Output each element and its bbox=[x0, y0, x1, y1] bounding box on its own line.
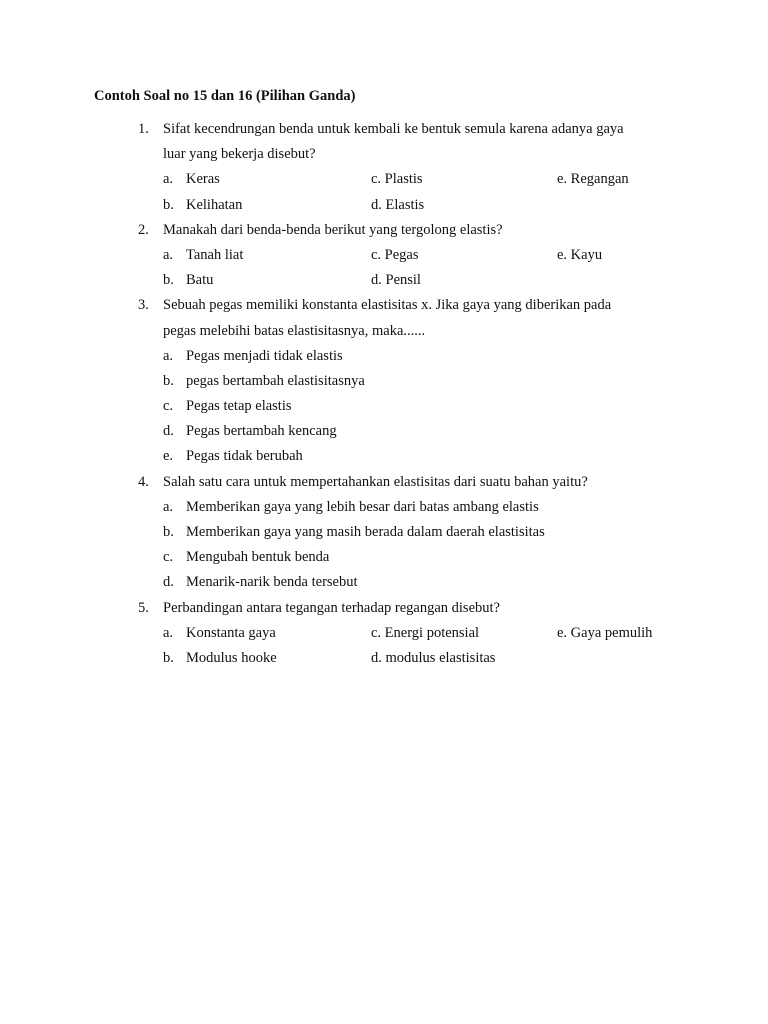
question-text: Manakah dari benda-benda berikut yang tergolong elastis? bbox=[163, 221, 503, 238]
option-letter: b. bbox=[163, 272, 174, 289]
option-row bbox=[0, 167, 768, 192]
option-letter: b. bbox=[163, 649, 174, 666]
option-letter: d. bbox=[163, 574, 174, 591]
question-line bbox=[0, 596, 768, 621]
question-number: 4. bbox=[138, 473, 149, 490]
question-text: Salah satu cara untuk mempertahankan elastisitas dari suatu bahan yaitu? bbox=[163, 473, 588, 490]
option-letter: c. bbox=[163, 549, 174, 566]
question-5 bbox=[0, 596, 768, 672]
option-text: e. Regangan bbox=[557, 171, 629, 188]
option-text: c. Pegas bbox=[371, 246, 419, 263]
question-1 bbox=[0, 117, 768, 218]
option-text: d. Pensil bbox=[371, 272, 421, 289]
option-row bbox=[0, 495, 768, 520]
question-text: pegas melebihi batas elastisitasnya, maka...... bbox=[163, 322, 426, 339]
option-letter: b. bbox=[163, 372, 174, 389]
option-text: Konstanta gaya bbox=[186, 624, 276, 641]
question-2 bbox=[0, 218, 768, 294]
question-line bbox=[0, 319, 768, 344]
question-text: Sebuah pegas memiliki konstanta elastisitas x. Jika gaya yang diberikan pada bbox=[163, 297, 612, 314]
option-row bbox=[0, 646, 768, 671]
option-row bbox=[0, 243, 768, 268]
option-letter: b. bbox=[163, 196, 174, 213]
question-line bbox=[0, 117, 768, 142]
option-text: Pegas tetap elastis bbox=[186, 398, 292, 415]
option-letter: b. bbox=[163, 524, 174, 540]
option-row bbox=[0, 621, 768, 646]
question-list bbox=[0, 117, 768, 671]
option-text: d. modulus elastisitas bbox=[371, 649, 496, 666]
option-letter: a. bbox=[163, 171, 174, 188]
option-text: Keras bbox=[186, 171, 220, 188]
option-letter: c. bbox=[163, 398, 174, 415]
option-letter: a. bbox=[163, 246, 174, 263]
question-number: 1. bbox=[138, 121, 149, 137]
option-text: Memberikan gaya yang lebih besar dari batas ambang elastis bbox=[186, 498, 539, 515]
question-line bbox=[0, 218, 768, 243]
option-text: Pegas tidak berubah bbox=[186, 448, 303, 465]
question-text: Sifat kecendrungan benda untuk kembali ke bentuk semula karena adanya gaya bbox=[163, 121, 624, 137]
option-text: Memberikan gaya yang masih berada dalam daerah elastisitas bbox=[186, 524, 545, 540]
option-text: Kelihatan bbox=[186, 196, 243, 213]
question-4 bbox=[0, 470, 768, 596]
option-row bbox=[0, 344, 768, 369]
option-letter: d. bbox=[163, 423, 174, 440]
question-line bbox=[0, 142, 768, 167]
option-row bbox=[0, 419, 768, 444]
option-text: Pegas menjadi tidak elastis bbox=[186, 347, 343, 364]
option-text: pegas bertambah elastisitasnya bbox=[186, 372, 365, 389]
option-row bbox=[0, 268, 768, 293]
option-text: Mengubah bentuk benda bbox=[186, 549, 330, 566]
option-text: Tanah liat bbox=[186, 246, 244, 263]
option-text: e. Kayu bbox=[557, 246, 603, 263]
option-text: c. Energi potensial bbox=[371, 624, 480, 641]
question-line bbox=[0, 293, 768, 318]
option-row bbox=[0, 193, 768, 218]
question-number: 3. bbox=[138, 297, 149, 314]
option-letter: e. bbox=[163, 448, 174, 465]
option-letter: a. bbox=[163, 347, 174, 364]
option-row bbox=[0, 570, 768, 595]
option-row bbox=[0, 369, 768, 394]
option-text: Menarik-narik benda tersebut bbox=[186, 574, 358, 591]
option-text: Pegas bertambah kencang bbox=[186, 423, 337, 440]
question-number: 5. bbox=[138, 599, 149, 616]
question-line bbox=[0, 470, 768, 495]
option-text: d. Elastis bbox=[371, 196, 425, 213]
page-title: Contoh Soal no 15 dan 16 (Pilihan Ganda) bbox=[94, 88, 356, 104]
option-letter: a. bbox=[163, 498, 174, 515]
option-text: c. Plastis bbox=[371, 171, 423, 188]
option-row bbox=[0, 444, 768, 469]
question-number: 2. bbox=[138, 221, 149, 238]
option-letter: a. bbox=[163, 624, 174, 641]
question-3 bbox=[0, 293, 768, 469]
option-text: Batu bbox=[186, 272, 214, 289]
option-text: e. Gaya pemulih bbox=[557, 624, 653, 641]
option-row bbox=[0, 545, 768, 570]
question-text: luar yang bekerja disebut? bbox=[163, 146, 316, 163]
option-row bbox=[0, 520, 768, 545]
option-text: Modulus hooke bbox=[186, 649, 277, 666]
option-row bbox=[0, 394, 768, 419]
question-text: Perbandingan antara tegangan terhadap regangan disebut? bbox=[163, 599, 500, 616]
